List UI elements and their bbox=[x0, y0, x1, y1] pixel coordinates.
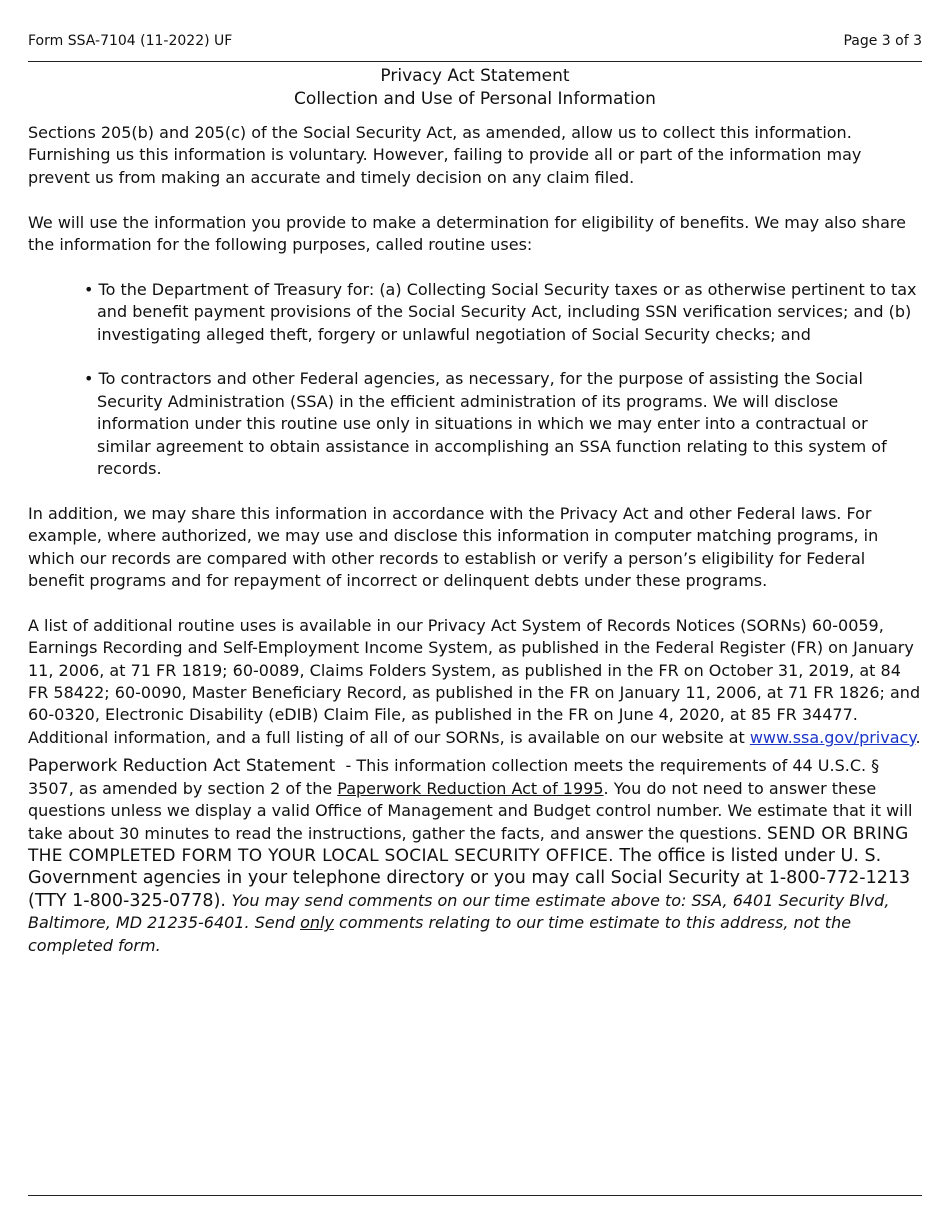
title-privacy-act: Privacy Act Statement bbox=[380, 66, 570, 86]
footer-divider bbox=[28, 1195, 922, 1196]
routine-use-bullet-treasury: • To the Department of Treasury for: (a) Collecting Social Security taxes or as otherwise pertinent to tax and benefit payment provisions of the Social Security Act, including SSN verification services; and (b) investigating alleged theft, forgery or unlawful negotiation of Social Security checks; and bbox=[84, 279, 917, 344]
sorn-text: A list of additional routine uses is available in our Privacy Act System of Records Notices (SORNs) 60-0059, Earnings Recording and Self-Employment Income System, as published in the Federal Register (FR) on January 11, 2006, at 71 FR 1819; 60-0089, Claims Folders System, as published in the FR on October 31, 2019, at 84 FR 58422; 60-0090, Master Beneficiary Record, as published in the FR on January 11, 2006, at 71 FR 1826; and 60-0320, Electronic Disability (eDIB) Claim File, as published in the FR on June 4, 2020, at 85 FR 34477. Additional information, and a full listing of all of our SORNs, is available on our website at bbox=[28, 615, 921, 747]
only-emphasis: only bbox=[300, 913, 334, 933]
send-form-instruction: SEND OR BRING THE COMPLETED FORM TO YOUR LOCAL SOCIAL SECURITY OFFICE. bbox=[28, 823, 909, 866]
comments-instruction: You may send comments on our time estimate above to: SSA, 6401 Security Blvd, Baltimore, MD 21235-6401. Send bbox=[28, 890, 890, 933]
paperwork-act-reference: Paperwork Reduction Act of 1995 bbox=[337, 778, 604, 798]
addition-paragraph: In addition, we may share this information in accordance with the Privacy Act and other Federal laws. For example, where authorized, we may use and disclose this information in computer matching programs, in which our records are compared with other records to establish or verify a person’s eligibility for Federal benefit programs and for repayment of incorrect or delinquent debts under these programs. bbox=[28, 503, 879, 591]
form-id: Form SSA-7104 (11-2022) UF bbox=[28, 33, 233, 49]
privacy-website-link[interactable]: www.ssa.gov/privacy bbox=[749, 727, 916, 747]
document-body bbox=[28, 122, 922, 957]
page-header bbox=[28, 32, 922, 50]
title-collection-use: Collection and Use of Personal Information bbox=[294, 89, 656, 109]
authority-paragraph: Sections 205(b) and 205(c) of the Social Security Act, as amended, allow us to collect this information. Furnishing us this information is voluntary. However, failing to provide all or part of the information may prevent us from making an accurate and timely decision on any claim filed. bbox=[28, 123, 862, 187]
comments-instruction-end: comments relating to our time estimate to this address, not the completed form. bbox=[28, 913, 852, 955]
paperwork-text-1: - This information collection meets the requirements of 44 U.S.C. § 3507, as amended by section 2 of the bbox=[28, 756, 880, 798]
office-info: The office is listed under U. S. Government agencies in your telephone directory or you may call Social Security at 1-800-772-1213 (TTY 1-800-325-0778). bbox=[28, 845, 911, 911]
routine-use-paragraph: We will use the information you provide to make a determination for eligibility of benefits. We may also share the information for the following purposes, called routine uses: bbox=[28, 212, 906, 255]
page-number: Page 3 of 3 bbox=[843, 33, 922, 49]
sorn-end: . bbox=[915, 727, 921, 747]
paperwork-heading: Paperwork Reduction Act Statement bbox=[28, 756, 336, 777]
routine-use-bullet-contractors: • To contractors and other Federal agencies, as necessary, for the purpose of assisting the Social Security Administration (SSA) in the efficient administration of its programs. We will disclose information under this routine use only in situations in which we may enter into a contractual or similar agreement to obtain assistance in accomplishing an SSA function relating to this system of records. bbox=[84, 369, 887, 479]
sorn-paragraph bbox=[28, 615, 922, 749]
paperwork-reduction-paragraph bbox=[28, 755, 922, 957]
paperwork-text-2: . You do not need to answer these questions unless we display a valid Office of Management and Budget control number. We estimate that it will take about 30 minutes to read the instructions, gather the facts, and answer the questions. bbox=[28, 778, 913, 843]
header-divider bbox=[28, 61, 922, 62]
section-title bbox=[28, 65, 922, 111]
